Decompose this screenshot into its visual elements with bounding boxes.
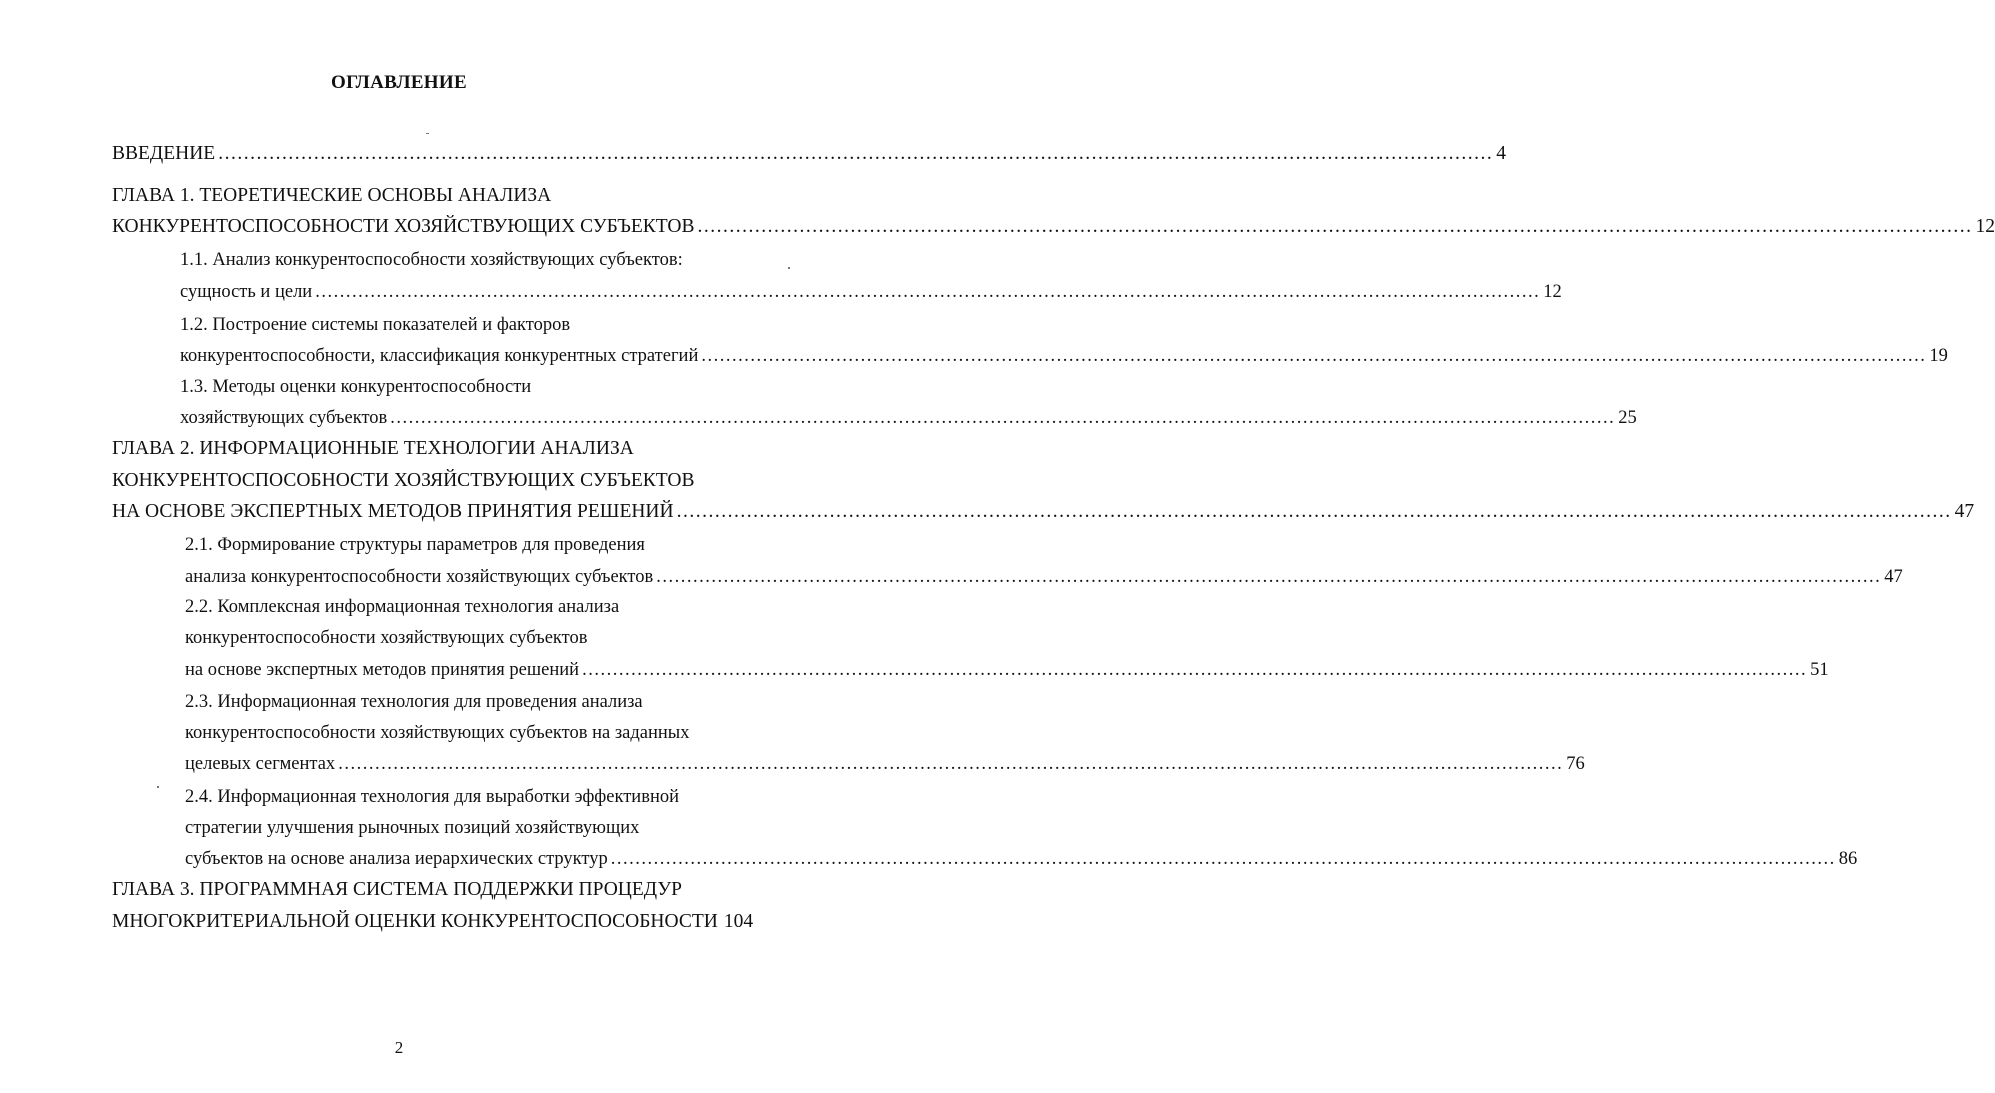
toc-entry-section-2-1 xyxy=(185,566,1903,588)
toc-section-2-4-title-cont: стратегии улучшения рыночных позиций хозяйствующих xyxy=(185,818,640,838)
toc-leader: ........................................................................................................................................................................................................ xyxy=(697,216,1973,237)
toc-entry-text: целевых сегментах xyxy=(185,754,336,774)
toc-entry-text: НА ОСНОВЕ ЭКСПЕРТНЫХ МЕТОДОВ ПРИНЯТИЯ РЕШЕНИЙ xyxy=(112,501,674,522)
toc-page-number: 12 xyxy=(1543,282,1562,302)
toc-entry-text: анализа конкурентоспособности хозяйствующих субъектов xyxy=(185,567,654,587)
toc-leader: ........................................................................................................................................................................................................ xyxy=(315,282,1541,302)
toc-page-number: 104 xyxy=(723,911,754,932)
toc-entry-section-1-2 xyxy=(180,345,1948,367)
toc-section-2-3-title-cont: конкурентоспособности хозяйствующих субъектов на заданных xyxy=(185,723,690,743)
toc-entry-intro xyxy=(112,143,1506,165)
toc-entry-text: МНОГОКРИТЕРИАЛЬНОЙ ОЦЕНКИ КОНКУРЕНТОСПОСОБНОСТИ xyxy=(112,911,718,932)
toc-section-2-1-title: 2.1. Формирование структуры параметров для проведения xyxy=(185,535,645,555)
toc-chapter-2-title-cont: КОНКУРЕНТОСПОСОБНОСТИ ХОЗЯЙСТВУЮЩИХ СУБЪЕКТОВ xyxy=(112,470,695,491)
toc-entry-text: хозяйствующих субъектов xyxy=(180,408,388,428)
toc-entry-section-1-1 xyxy=(180,281,1562,303)
toc-entry-section-2-4 xyxy=(185,848,1858,870)
scan-speck xyxy=(426,133,429,134)
toc-leader: ........................................................................................................................................................................................................ xyxy=(610,849,1836,869)
toc-entry-chapter-1 xyxy=(112,216,1995,238)
toc-leader: ........................................................................................................................................................................................................ xyxy=(390,408,1616,428)
toc-chapter-1-title: ГЛАВА 1. ТЕОРЕТИЧЕСКИЕ ОСНОВЫ АНАЛИЗА xyxy=(112,185,552,206)
toc-leader: ........................................................................................................................................................................................................ xyxy=(338,754,1564,774)
toc-leader: ........................................................................................................................................................................................................ xyxy=(701,346,1927,366)
toc-page-number: 86 xyxy=(1838,849,1858,869)
toc-leader: ........................................................................................................................................................................................................ xyxy=(676,501,1952,522)
toc-chapter-2-title: ГЛАВА 2. ИНФОРМАЦИОННЫЕ ТЕХНОЛОГИИ АНАЛИЗА xyxy=(112,438,634,459)
toc-page-number: 47 xyxy=(1884,567,1903,587)
toc-section-1-2-title: 1.2. Построение системы показателей и факторов xyxy=(180,315,571,335)
toc-page-number: 51 xyxy=(1810,660,1829,680)
toc-entry-text: конкурентоспособности, классификация конкурентных стратегий xyxy=(180,346,699,366)
toc-entry-text: ВВЕДЕНИЕ xyxy=(112,143,216,164)
toc-heading: ОГЛАВЛЕНИЕ xyxy=(331,72,467,93)
toc-section-1-3-title: 1.3. Методы оценки конкурентоспособности xyxy=(180,377,532,397)
toc-entry-text: субъектов на основе анализа иерархических структур xyxy=(185,849,608,869)
toc-page-number: 47 xyxy=(1954,501,1975,522)
toc-section-2-3-title: 2.3. Информационная технология для проведения анализа xyxy=(185,692,643,712)
toc-section-2-4-title: 2.4. Информационная технология для выработки эффективной xyxy=(185,787,679,807)
toc-leader: ........................................................................................................................................................................................................ xyxy=(218,143,1494,164)
page-number: 2 xyxy=(394,1038,404,1057)
toc-entry-text: сущность и цели xyxy=(180,282,313,302)
scan-speck xyxy=(788,267,790,269)
toc-page-number: 76 xyxy=(1566,754,1585,774)
toc-page-number: 19 xyxy=(1929,346,1948,366)
scan-speck xyxy=(157,786,159,788)
toc-leader: ........................................................................................................................................................................................................ xyxy=(582,660,1808,680)
toc-page-number: 4 xyxy=(1496,143,1506,164)
toc-section-2-2-title-cont: конкурентоспособности хозяйствующих субъектов xyxy=(185,628,588,648)
toc-entry-text: КОНКУРЕНТОСПОСОБНОСТИ ХОЗЯЙСТВУЮЩИХ СУБЪЕКТОВ xyxy=(112,216,695,237)
toc-entry-section-2-2 xyxy=(185,659,1829,681)
toc-section-2-2-title: 2.2. Комплексная информационная технология анализа xyxy=(185,597,620,617)
toc-chapter-3-title: ГЛАВА 3. ПРОГРАММНАЯ СИСТЕМА ПОДДЕРЖКИ ПРОЦЕДУР xyxy=(112,879,682,900)
toc-leader: ........................................................................................................................................................................................................ xyxy=(656,567,1882,587)
toc-page-number: 25 xyxy=(1618,408,1637,428)
toc-entry-chapter-3 xyxy=(112,911,752,933)
toc-entry-chapter-2 xyxy=(112,501,1975,523)
toc-entry-section-2-3 xyxy=(185,753,1585,775)
toc-entry-section-1-3 xyxy=(180,407,1637,429)
toc-page-number: 12 xyxy=(1975,216,1995,237)
toc-entry-text: на основе экспертных методов принятия решений xyxy=(185,660,580,680)
toc-section-1-1-title: 1.1. Анализ конкурентоспособности хозяйствующих субъектов: xyxy=(180,250,683,270)
